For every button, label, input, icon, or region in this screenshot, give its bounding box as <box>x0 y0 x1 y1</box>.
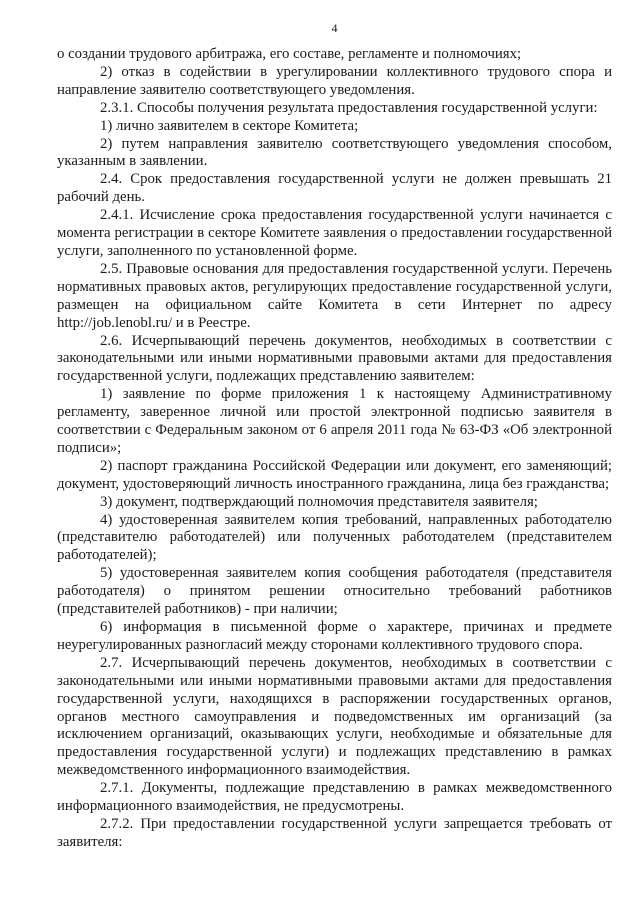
paragraph: 5) удостоверенная заявителем копия сообщения работодателя (представителя работодателя) о принятом решении относительно требований работников (представителей работников) - при наличии; <box>57 565 612 618</box>
paragraph: 1) лично заявителем в секторе Комитета; <box>100 117 359 134</box>
paragraph: 2.7.1. Документы, подлежащие представлению в рамках межведомственного информационного взаимодействия, не предусмотрены. <box>57 780 612 815</box>
paragraph: 2.7. Исчерпывающий перечень документов, необходимых в соответствии с законодательными или иными нормативными правовыми актами для предоставления государственной услуги, находящихся в распоряжении государственных органов, органов местного самоуправления и подведомственных им организаций (за исключением организаций, оказывающих услуги, необходимые и обязательные для предоставления государственной услуги) и подлежащих представлению в рамках межведомственного информационного взаимодействия. <box>57 654 612 779</box>
paragraph: 1) заявление по форме приложения 1 к настоящему Административному регламенту, заверенное личной или простой электронной подписью заявителя в соответствии с Федеральным законом от 6 апреля 2011 года № 63-ФЗ «Об электронной подписи»; <box>57 386 612 456</box>
document-body <box>57 46 612 852</box>
paragraph: 2.6. Исчерпывающий перечень документов, необходимых в соответствии с законодательными или иными нормативными правовыми актами для предоставления государственной услуги, подлежащих представлению заявителем: <box>57 332 612 385</box>
page-number: 4 <box>331 21 338 35</box>
paragraph: 2.3.1. Способы получения результата предоставления государственной услуги: <box>100 99 598 116</box>
paragraph: 2) паспорт гражданина Российской Федерации или документ, его заменяющий; документ, удостоверяющий личность иностранного гражданина, лица без гражданства; <box>57 457 612 492</box>
paragraph: 6) информация в письменной форме о характере, причинах и предмете неурегулированных разногласий между сторонами коллективного трудового спора. <box>57 619 612 653</box>
document-page <box>57 18 612 852</box>
paragraph: 4) удостоверенная заявителем копия требований, направленных работодателю (представителю работодателей) или полученных работодателем (представителем работодателей); <box>57 511 612 564</box>
paragraph: 2) отказ в содействии в урегулировании коллективного трудового спора и направление заявителю соответствующего уведомления. <box>57 63 612 98</box>
paragraph: 2.4.1. Исчисление срока предоставления государственной услуги начинается с момента регистрации в секторе Комитете заявления о предоставлении государственной услуги, заполненного по установленной форме. <box>57 207 612 259</box>
paragraph: 2.4. Срок предоставления государственной услуги не должен превышать 21 рабочий день. <box>57 171 612 206</box>
paragraph: 2.5. Правовые основания для предоставления государственной услуги. Перечень нормативных правовых актов, регулирующих предоставление государственной услуги, размещен на официальном сайте Комитета в сети Интернет по адресу http://job.lenobl.ru/ и в Реестре. <box>57 260 612 331</box>
paragraph: о создании трудового арбитража, его составе, регламенте и полномочиях; <box>57 46 522 62</box>
paragraph: 2) путем направления заявителю соответствующего уведомления способом, указанным в заявлении. <box>57 135 612 170</box>
paragraph: 3) документ, подтверждающий полномочия представителя заявителя; <box>100 493 538 510</box>
paragraph: 2.7.2. При предоставлении государственной услуги запрещается требовать от заявителя: <box>57 815 612 850</box>
